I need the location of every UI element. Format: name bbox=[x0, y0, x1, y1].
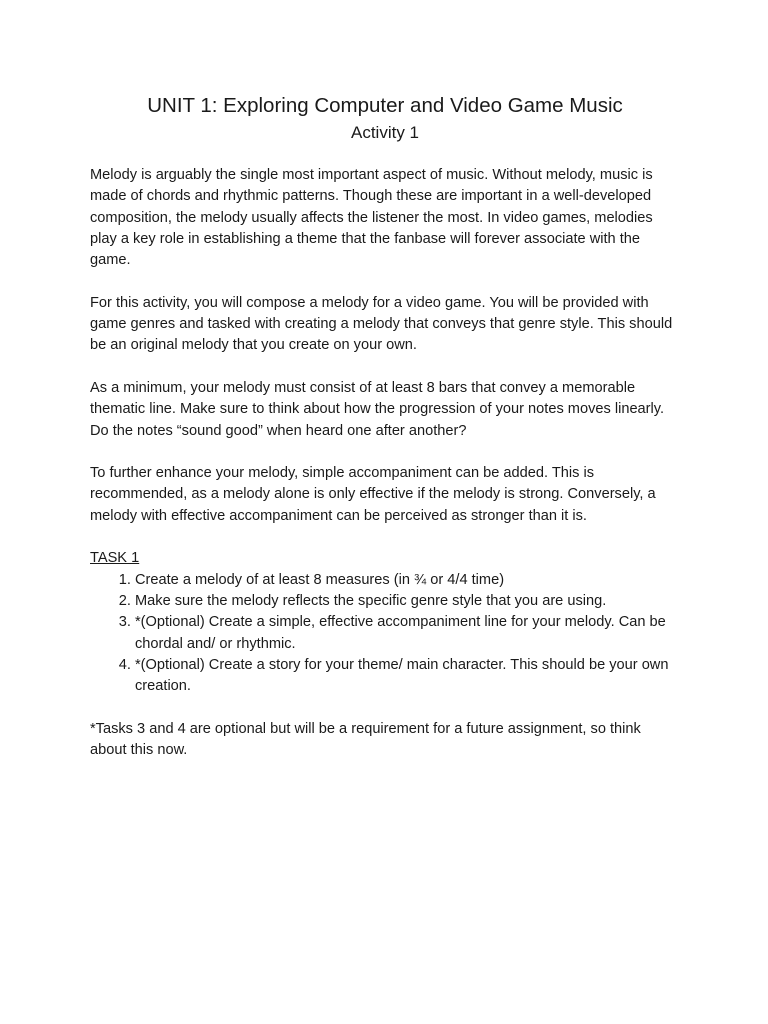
task-list bbox=[90, 570, 680, 698]
document-title: UNIT 1: Exploring Computer and Video Game Music bbox=[147, 94, 623, 117]
task-item: 2. Make sure the melody reflects the specific genre style that you are using. bbox=[135, 591, 680, 612]
paragraph-minimum: As a minimum, your melody must consist of at least 8 bars that convey a memorable thematic line. Make sure to think about how the progression of your notes moves linearly. Do the notes “sound good” when heard one after another? bbox=[90, 379, 665, 439]
paragraph-intro: Melody is arguably the single most important aspect of music. Without melody, music is made of chords and rhythmic patterns. Though these are important in a well-developed composition, the melody usually affects the listener the most. In video games, melodies play a key role in establishing a theme that the fanbase will forever associate with the game. bbox=[90, 167, 653, 269]
paragraph-accompaniment: To further enhance your melody, simple accompaniment can be added. This is recommended, as a melody alone is only effective if the melody is strong. Conversely, a melody with effective accompaniment can be perceived as stronger than it is. bbox=[90, 465, 656, 524]
task-item: 1. Create a melody of at least 8 measures (in ¾ or 4/4 time) bbox=[135, 570, 680, 591]
task-item: 4. *(Optional) Create a story for your theme/ main character. This should be your own creation. bbox=[135, 655, 680, 698]
footnote: *Tasks 3 and 4 are optional but will be a requirement for a future assignment, so think about this now. bbox=[90, 720, 641, 759]
document-subtitle: Activity 1 bbox=[350, 123, 420, 142]
document-page bbox=[90, 92, 680, 783]
task-heading: TASK 1 bbox=[90, 550, 140, 567]
task-item: 3. *(Optional) Create a simple, effective accompaniment line for your melody. Can be chordal and/ or rhythmic. bbox=[135, 612, 680, 655]
paragraph-activity: For this activity, you will compose a melody for a video game. You will be provided with game genres and tasked with creating a melody that conveys that genre style. This should be an original melody that you create on your own. bbox=[90, 294, 673, 354]
